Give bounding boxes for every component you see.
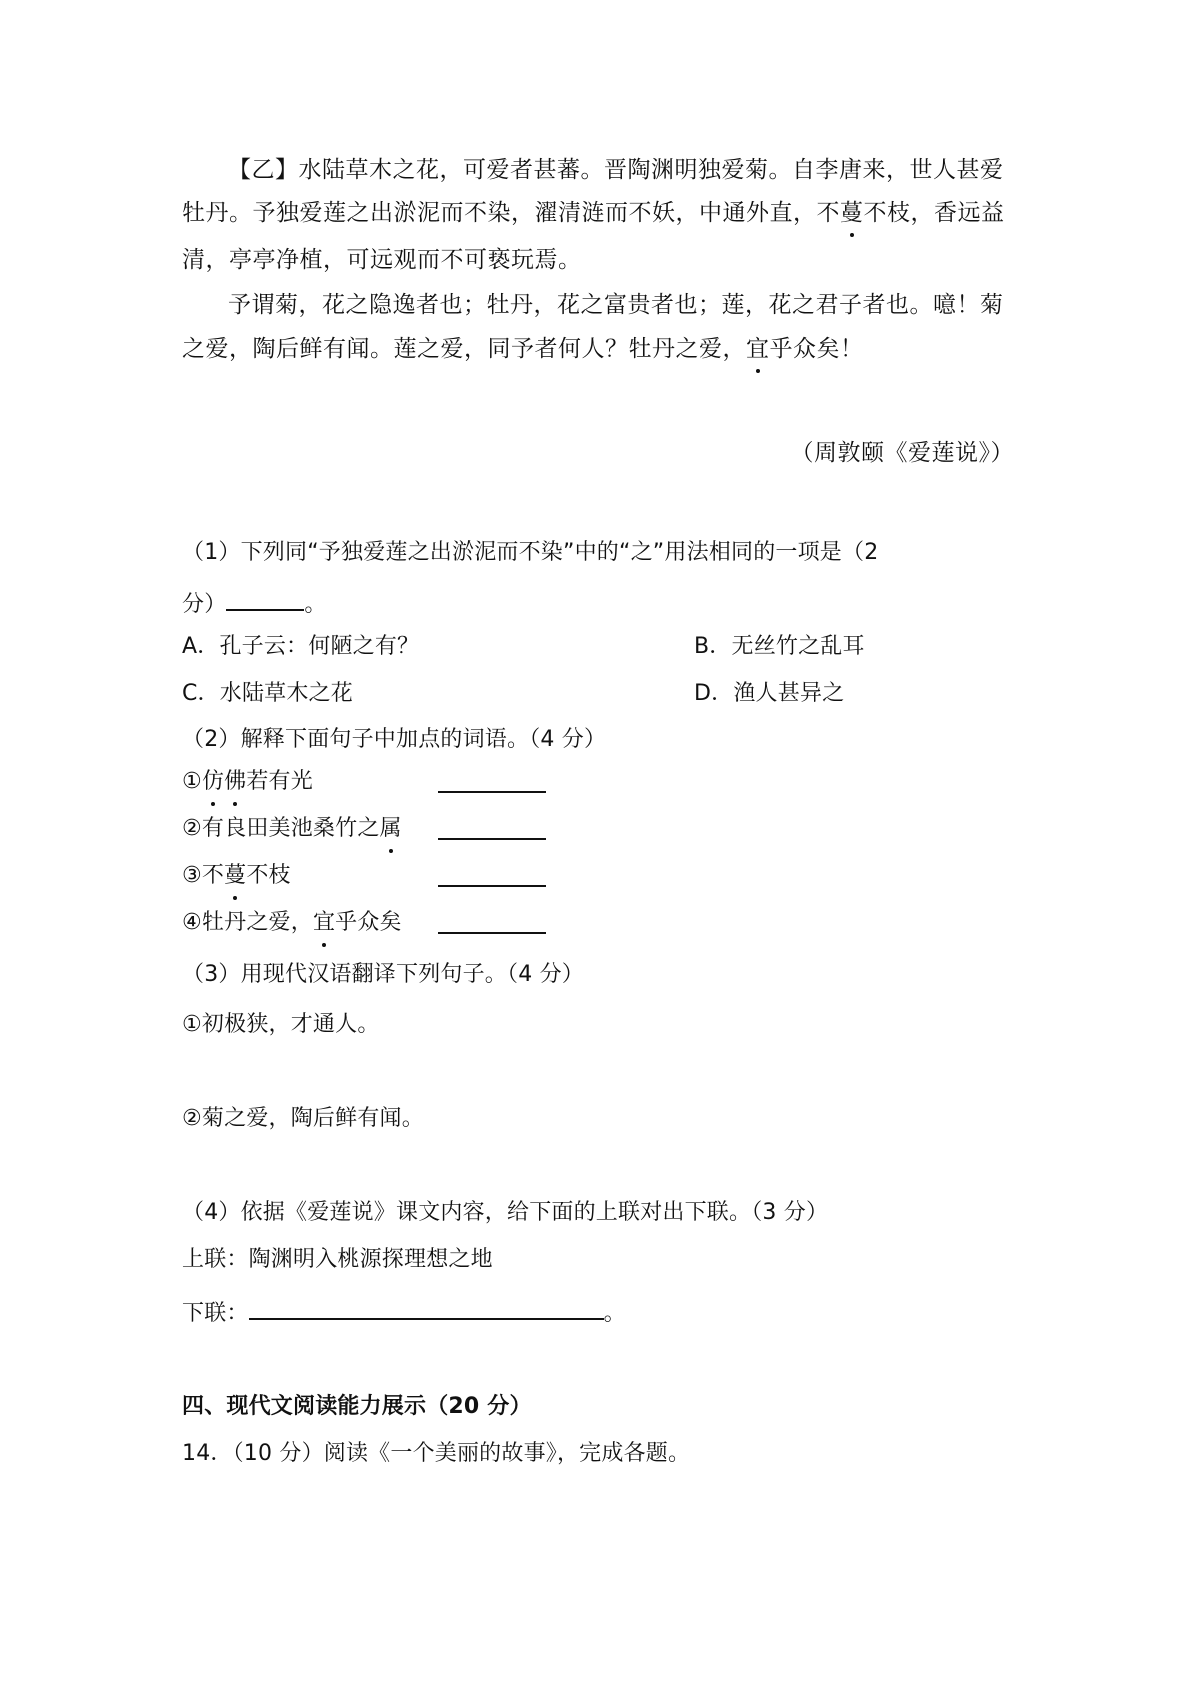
emphasis-char: 蔓 (224, 861, 246, 891)
passage-line-3: 清，亭亭净植，可远观而不可亵玩焉。 (182, 247, 582, 273)
emphasis-char: 蔓 (840, 200, 864, 226)
emphasis-char: 仿 (202, 767, 224, 797)
q2-item-1: ①仿佛若有光 (182, 767, 582, 797)
option-d: D．渔人甚异之 (694, 681, 845, 706)
q2-item-4: ④牡丹之爱，宜乎众矣 (182, 908, 582, 938)
passage-line-5: 之爱，陶后鲜有闻。莲之爱，同予者何人？牡丹之爱，宜乎众矣！ (182, 336, 864, 362)
q2-answer-blank-2[interactable] (438, 814, 546, 840)
passage-line-1: 【乙】水陆草木之花，可爱者甚蕃。晋陶渊明独爱菊。自李唐来，世人甚爱 (228, 157, 1004, 183)
option-b: B．无丝竹之乱耳 (694, 634, 865, 659)
q1-options-row-1 (182, 632, 1082, 662)
q1-answer-blank[interactable] (226, 585, 304, 611)
emphasis-char: 佛 (224, 767, 246, 797)
q3-item-1: ①初极狭，才通人。 (182, 1012, 380, 1037)
q2-item-3: ③不蔓不枝 (182, 861, 582, 891)
option-a: A．孔子云：何陋之有？ (182, 634, 420, 659)
passage-line-4: 予谓菊，花之隐逸者也；牡丹，花之富贵者也；莲，花之君子者也。噫！菊 (228, 292, 1004, 318)
q14-stem: 14．（10 分）阅读《一个美丽的故事》，完成各题。 (182, 1441, 691, 1466)
q2-answer-blank-1[interactable] (438, 767, 546, 793)
q1-stem: （1）下列同“予独爱莲之出淤泥而不染”中的“之”用法相同的一项是（2 (182, 540, 879, 565)
q2-stem: （2）解释下面句子中加点的词语。（4 分） (182, 727, 607, 752)
q3-item-2: ②菊之爱，陶后鲜有闻。 (182, 1106, 424, 1131)
emphasis-char: 宜 (313, 908, 335, 938)
passage-source: （周敦颐《爱莲说》） (790, 440, 1014, 466)
q3-stem: （3）用现代汉语翻译下列句子。（4 分） (182, 962, 584, 987)
q2-answer-blank-3[interactable] (438, 861, 546, 887)
q4-upper-couplet: 上联：陶渊明入桃源探理想之地 (182, 1247, 493, 1272)
q2-answer-blank-4[interactable] (438, 908, 546, 934)
q4-answer-blank[interactable] (249, 1294, 604, 1320)
passage-line-2: 牡丹。予独爱莲之出淤泥而不染，濯清涟而不妖，中通外直，不蔓不枝，香远益 (182, 200, 1005, 226)
option-c: C．水陆草木之花 (182, 681, 353, 706)
q4-stem: （4）依据《爱莲说》课文内容，给下面的上联对出下联。（3 分） (182, 1200, 829, 1225)
q2-item-2: ②有良田美池桑竹之属 (182, 814, 582, 844)
emphasis-char: 宜 (746, 336, 770, 362)
q1-stem-cont: 分） 。 (182, 585, 327, 620)
section-heading: 四、现代文阅读能力展示（20 分） (182, 1394, 532, 1419)
q1-options-row-2 (182, 679, 1082, 709)
emphasis-char: 属 (380, 814, 402, 844)
q4-lower-couplet: 下联： 。 (182, 1294, 626, 1329)
